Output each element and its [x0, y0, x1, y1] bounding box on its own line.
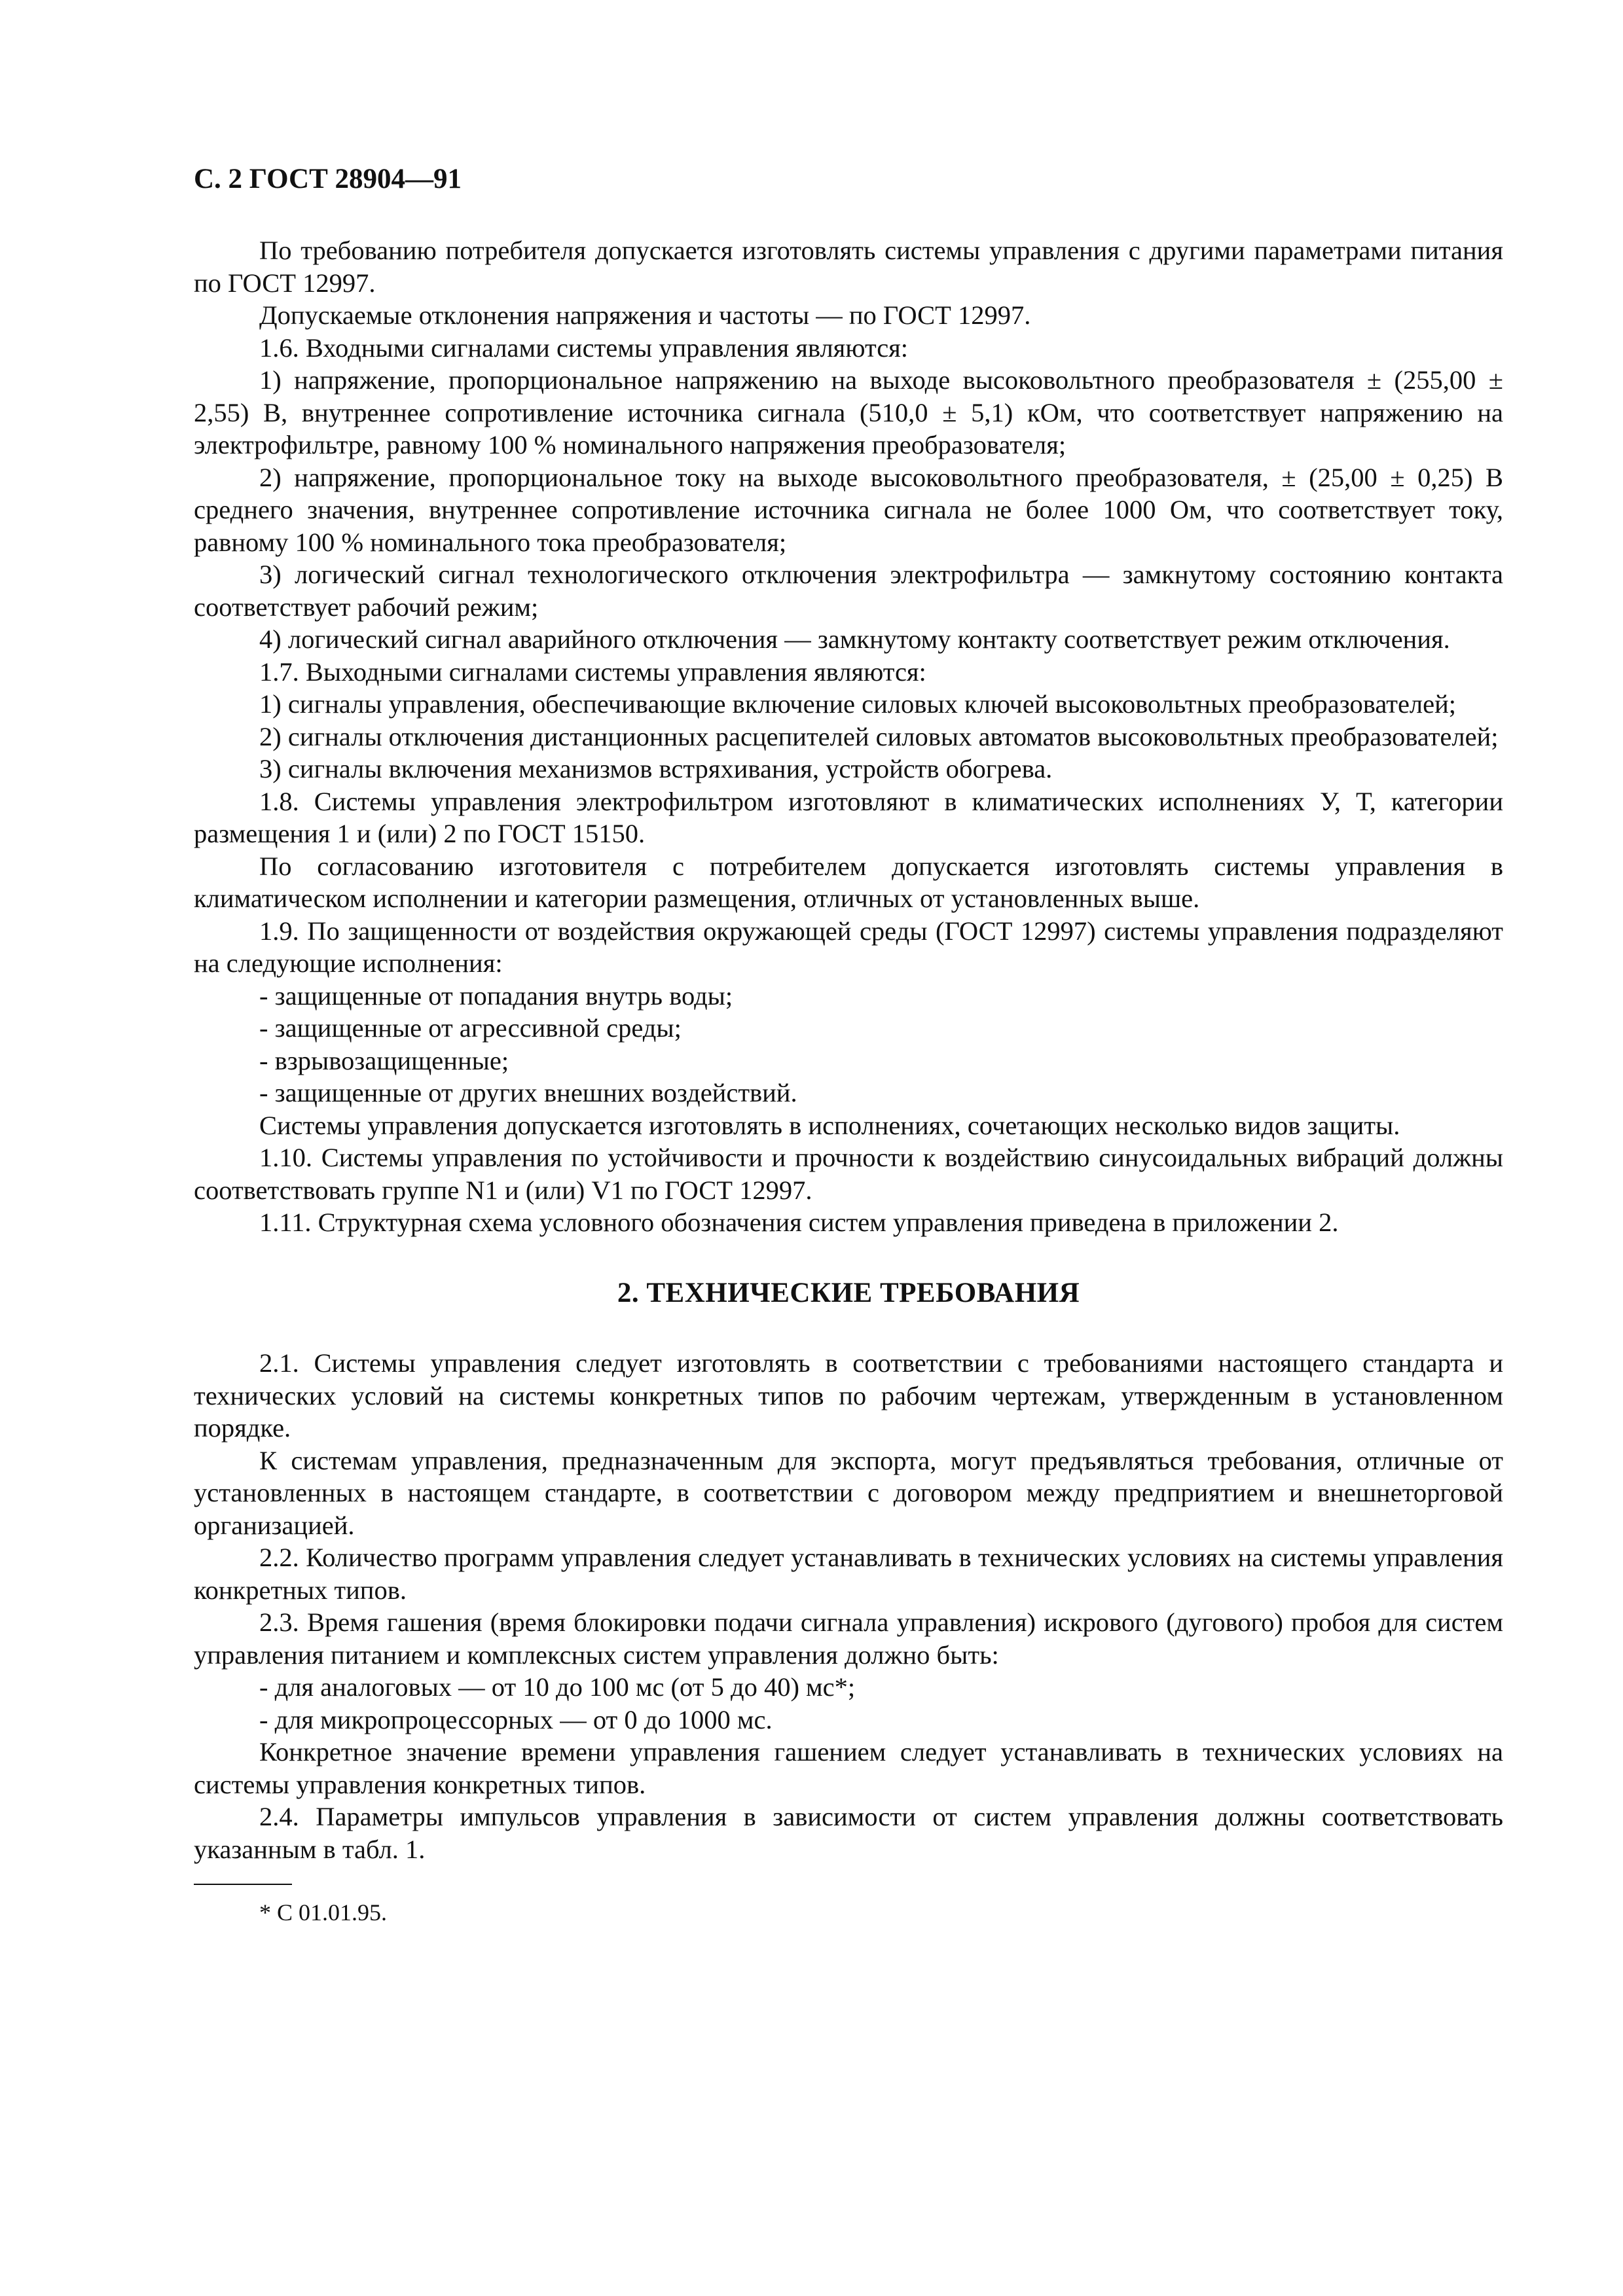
- paragraph: 1.8. Системы управления электрофильтром изготовляют в климатических исполнениях У, Т, категории размещения 1 и (или) 2 по ГОСТ 15150.: [194, 786, 1503, 848]
- paragraph: 1.6. Входными сигналами системы управления являются:: [259, 332, 909, 363]
- list-item: - защищенные от других внешних воздействий.: [259, 1078, 797, 1107]
- paragraph: 4) логический сигнал аварийного отключения — замкнутому контакту соответствует режим отключения.: [259, 624, 1450, 654]
- paragraph: Конкретное значение времени управления гашением следует устанавливать в технических условиях на системы управления конкретных типов.: [194, 1737, 1503, 1799]
- page-header: С. 2 ГОСТ 28904—91: [194, 164, 462, 194]
- paragraph: 2) сигналы отключения дистанционных расцепителей силовых автоматов высоковольтных преобразователей;: [259, 721, 1499, 751]
- page-content: [194, 162, 1503, 1927]
- list-item: - для микропроцессорных — от 0 до 1000 мс.: [259, 1704, 773, 1734]
- paragraph: 1) сигналы управления, обеспечивающие включение силовых ключей высоковольтных преобразователей;: [259, 689, 1457, 719]
- paragraph: 2.2. Количество программ управления следует устанавливать в технических условиях на системы управления конкретных типов.: [194, 1543, 1503, 1605]
- paragraph: К системам управления, предназначенным для экспорта, могут предъявляться требования, отличные от установленных в настоящем стандарте, в соответствии с договором между предприятием и внешнеторговой организацией.: [194, 1445, 1503, 1540]
- list-item: - защищенные от агрессивной среды;: [259, 1013, 682, 1043]
- list-item: - защищенные от попадания внутрь воды;: [259, 980, 733, 1011]
- paragraph: 1.10. Системы управления по устойчивости и прочности к воздействию синусоидальных вибраций должны соответствовать группе N1 и (или) V1 по ГОСТ 12997.: [194, 1143, 1503, 1205]
- paragraph: 1) напряжение, пропорциональное напряжению на выходе высоковольтного преобразователя ± (255,00 ± 2,55) В, внутреннее сопротивление источника сигнала (510,0 ± 5,1) кОм, что соответствует напряжению на электрофильтре, равному 100 % номинального напряжения преобразователя;: [194, 365, 1503, 459]
- list-item: - взрывозащищенные;: [259, 1045, 509, 1075]
- paragraph: Допускаемые отклонения напряжения и частоты — по ГОСТ 12997.: [259, 300, 1031, 330]
- list-item: - для аналоговых — от 10 до 100 мс (от 5 до 40) мс*;: [259, 1672, 856, 1702]
- footnote: * С 01.01.95.: [259, 1899, 388, 1926]
- paragraph: 1.7. Выходными сигналами системы управления являются:: [259, 656, 926, 687]
- section-title: 2. ТЕХНИЧЕСКИЕ ТРЕБОВАНИЯ: [617, 1277, 1080, 1308]
- footnote-divider: [194, 1884, 292, 1885]
- paragraph: По согласованию изготовителя с потребителем допускается изготовлять системы управления в климатическом исполнении и категории размещения, отличных от установленных выше.: [194, 851, 1503, 913]
- paragraph: 2.4. Параметры импульсов управления в зависимости от систем управления должны соответствовать указанным в табл. 1.: [194, 1802, 1503, 1864]
- paragraph: 1.9. По защищенности от воздействия окружающей среды (ГОСТ 12997) системы управления подразделяют на следующие исполнения:: [194, 916, 1503, 978]
- paragraph: 2.1. Системы управления следует изготовлять в соответствии с требованиями настоящего стандарта и технических условий на системы конкретных типов по рабочим чертежам, утвержденным в установленном порядке.: [194, 1348, 1503, 1443]
- paragraph: 1.11. Структурная схема условного обозначения систем управления приведена в приложении 2.: [259, 1208, 1339, 1237]
- paragraph: 2) напряжение, пропорциональное току на выходе высоковольтного преобразователя, ± (25,00 ± 0,25) В среднего значения, внутреннее сопротивление источника сигнала не более 1000 Ом, что соответствует току, равному 100 % номинального тока преобразователя;: [194, 462, 1503, 557]
- paragraph: 3) логический сигнал технологического отключения электрофильтра — замкнутому состоянию контакта соответствует рабочий режим;: [194, 560, 1503, 622]
- paragraph: По требованию потребителя допускается изготовлять системы управления с другими параметрами питания по ГОСТ 12997.: [194, 236, 1503, 298]
- paragraph: 3) сигналы включения механизмов встряхивания, устройств обогрева.: [259, 754, 1053, 783]
- paragraph: 2.3. Время гашения (время блокировки подачи сигнала управления) искрового (дугового) пробоя для систем управления питанием и комплексных систем управления должно быть:: [194, 1607, 1503, 1670]
- paragraph: Системы управления допускается изготовлять в исполнениях, сочетающих несколько видов защиты.: [259, 1110, 1400, 1140]
